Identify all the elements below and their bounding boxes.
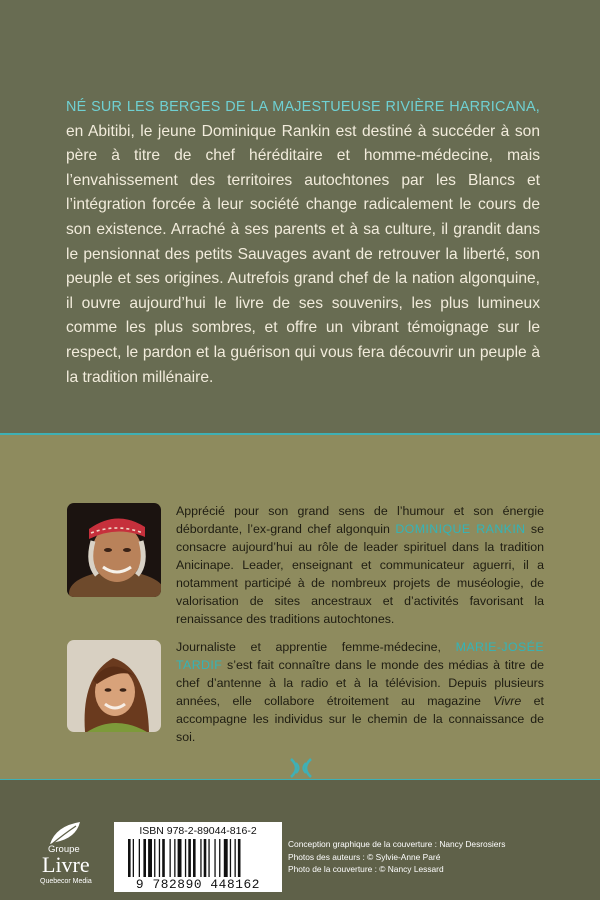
barcode-bar (154, 839, 155, 877)
author-photo-rankin (67, 503, 161, 597)
barcode-bar (214, 839, 215, 877)
barcode-bar (133, 839, 134, 877)
barcode-bar (162, 839, 165, 877)
synopsis-body: en Abitibi, le jeune Dominique Rankin est destiné à succéder à son père à titre de chef héréditaire et homme-médecine, mais l’envahissement des territoires autochtones par les Blancs et l’intégration forcée à leur société change radicalement le cours de son existence. Arraché à ses parents et à sa culture, il grandit dans le pensionnat des petits Sauvages avant de retrouver la liberté, son peuple et ses origines. Autrefois grand chef de la nation algonquine, il ouvre aujourd’hui le livre de ses souvenirs, les plus lumineux comme les plus sombres, et offre un vibrant témoignage sur le respect, le pardon et la guérison qui vous fera découvrir un peuple à la tradition millénaire. (66, 122, 540, 386)
credit-cover-design: Conception graphique de la couverture : Nancy Desrosiers (288, 839, 506, 849)
barcode-bar (200, 839, 201, 877)
synopsis-lead: NÉ SUR LES BERGES DE LA MAJESTUEUSE RIVIÈRE HARRICANA, (66, 99, 540, 115)
barcode-bar (238, 839, 241, 877)
barcode-box (114, 822, 282, 892)
publisher-line-1: Groupe (48, 844, 80, 855)
ornament-bottom-icon (288, 756, 314, 780)
barcode-bar (219, 839, 220, 877)
bio-rankin: Apprécié pour son grand sens de l’humour et son énergie débordante, l’ex-grand chef algonquin DOMINIQUE RANKIN se consacre aujourd’hui au rôle de leader spirituel dans la tradition Anicinape. Leader, enseignant et communicateur aguerri, il a notamment participé à de nombreux projets de muséologie, de valorisation de sites ancestraux et d’activités favorisant la renaissance des traditions autochtones. (176, 504, 545, 626)
barcode-bar (188, 839, 191, 877)
synopsis-paragraph (66, 95, 540, 390)
ean-digits: 9 782890 448162 (135, 877, 261, 892)
barcode-bar (235, 839, 236, 877)
barcode-bar (224, 839, 228, 877)
barcode-bar (170, 839, 171, 877)
barcode-bar (128, 839, 131, 877)
publisher-logo (40, 820, 100, 890)
credits-list (288, 838, 588, 876)
barcode-bar (208, 839, 209, 877)
barcode-bar (204, 839, 207, 877)
barcode-bar (185, 839, 186, 877)
magazine-title: Vivre (493, 694, 522, 708)
credit-author-photos: Photos des auteurs : © Sylvie-Anne Paré (288, 851, 441, 862)
credit-cover-photo: Photo de la couverture : © Nancy Lessard (288, 864, 444, 875)
barcode-bar (148, 839, 152, 877)
author-photo-tardif (67, 640, 161, 732)
barcode-bar (159, 839, 160, 877)
barcode-bars-icon (128, 839, 268, 877)
author-name-tardif: MARIE-JOSÉE TARDIF (176, 640, 544, 672)
barcode-bar (193, 839, 196, 877)
author-name-rankin: DOMINIQUE RANKIN (395, 522, 526, 536)
leaf-icon (46, 820, 86, 846)
barcode-bar (139, 839, 140, 877)
barcode-bar (143, 839, 146, 877)
publisher-line-3: Quebecor Media (40, 878, 92, 885)
barcode-bar (230, 839, 231, 877)
isbn-label: ISBN 978-2-89044-816-2 (139, 825, 257, 837)
bio-tardif: Journaliste et apprentie femme-médecine, MARIE-JOSÉE TARDIF s’est fait connaître dans le monde des médias à titre de chef d’antenne à la radio et à la télévision. Depuis plusieurs années, elle collabore étroitement au magazine Vivre et accompagne les individus sur le chemin de la connaissance de soi. (176, 640, 545, 744)
barcode-bar (178, 839, 182, 877)
publisher-line-2: Livre (42, 852, 90, 877)
barcode-bar (174, 839, 175, 877)
